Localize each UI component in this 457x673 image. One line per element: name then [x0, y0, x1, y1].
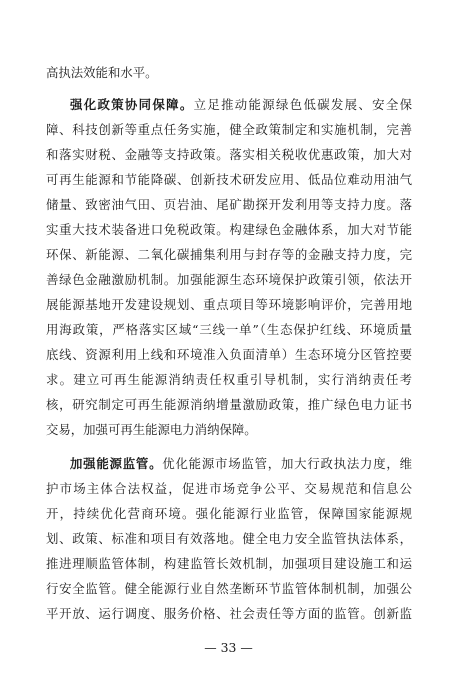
text-line: 底线、资源利用上线和环境准入负面清单）生态环境分区管控要 [46, 347, 412, 362]
text-line: 护市场主体合法权益，促进市场竞争公平、交易规范和信息公 [46, 481, 412, 496]
text-line: 环保、新能源、二氧化碳捕集利用与封存等的金融支持力度，完 [46, 247, 412, 262]
paragraph-line [70, 455, 412, 473]
text-line: 求。建立可再生能源消纳责任权重引导机制，实行消纳责任考 [46, 372, 412, 387]
text-run: 优化能源市场监管，加大行政执法力度，维 [162, 456, 413, 471]
text-line: 障、科技创新等重点任务实施，健全政策制定和实施机制，完善 [46, 122, 412, 137]
text-line: 开，持续优化营商环境。强化能源行业监管，保障国家能源规 [46, 506, 412, 521]
paragraph-line [70, 96, 412, 114]
text-line: 平开放、运行调度、服务价格、社会责任等方面的监管。创新监 [46, 606, 412, 621]
text-line: 用海政策，严格落实区域“三线一单”（生态保护红线、环境质量 [46, 322, 412, 337]
text-line: 善绿色金融激励机制。加强能源生态环境保护政策引领，依法开 [46, 272, 412, 287]
text-line: 推进理顺监管体制，构建监管长效机制，加强项目建设施工和运 [46, 556, 412, 571]
page-number: — 33 — [204, 640, 253, 655]
text-line: 核，研究制定可再生能源消纳增量激励政策，推广绿色电力证书 [46, 397, 412, 412]
text-line: 实重大技术装备进口免税政策。构建绿色金融体系，加大对节能 [46, 222, 412, 237]
text-line: 行安全监管。健全能源行业自然垄断环节监管体制机制，加强公 [46, 581, 412, 596]
text-run: 立足推动能源绿色低碳发展、安全保 [193, 97, 413, 112]
text-line: 展能源基地开发建设规划、重点项目等环境影响评价，完善用地 [46, 297, 412, 312]
section-heading: 加强能源监管。 [70, 456, 163, 471]
section-heading: 强化政策协同保障。 [70, 97, 194, 112]
text-line: 划、政策、标准和项目有效落地。健全电力安全监管执法体系， [46, 531, 412, 546]
text-line: 高执法效能和水平。 [46, 65, 158, 80]
text-line: 可再生能源和节能降碳、创新技术研发应用、低品位难动用油气 [46, 172, 412, 187]
text-line: 和落实财税、金融等支持政策。落实相关税收优惠政策，加大对 [46, 147, 412, 162]
text-line: 交易，加强可再生能源电力消纳保障。 [46, 422, 257, 437]
text-line: 储量、致密油气田、页岩油、尾矿勘探开发利用等支持力度。落 [46, 197, 412, 212]
